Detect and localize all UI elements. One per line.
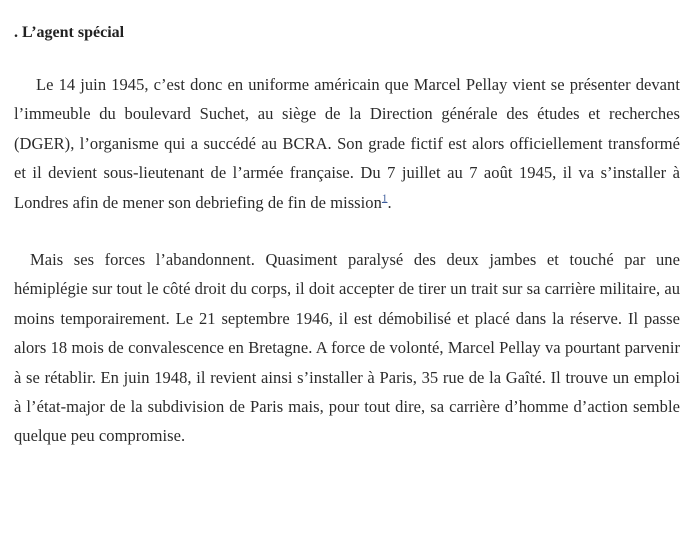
paragraph-1 xyxy=(14,70,680,217)
document-body xyxy=(14,22,680,451)
paragraph-1-text: Le 14 juin 1945, c’est donc en uniforme américain que Marcel Pellay vient se présenter devant l’immeuble du boulevard Suchet, au siège de la Direction générale des études et recherches (DGER), l’organisme qui a succédé au BCRA. Son grade fictif est alors officiellement transformé et il devient sous-lieutenant de l’armée française. Du 7 juillet au 7 août 1945, il va s’installer à Londres afin de mener son debriefing de fin de mission xyxy=(14,75,680,212)
paragraph-1-end: . xyxy=(387,192,392,212)
paragraph-2 xyxy=(14,245,680,451)
paragraph-2-text: Mais ses forces l’abandonnent. Quasiment paralysé des deux jambes et touché par une hémiplégie sur tout le côté droit du corps, il doit accepter de tirer un trait sur sa carrière militaire, au moins temporairement. Le 21 septembre 1946, il est démobilisé et placé dans la réserve. Il passe alors 18 mois de convalescence en Bretagne. A force de volonté, Marcel Pellay va pourtant parvenir à se rétablir. En juin 1948, il revient ainsi s’installer à Paris, 35 rue de la Gaîté. Il trouve un emploi à l’état-major de la subdivision de Paris mais, pour tout dire, sa carrière d’homme d’action semble quelque peu compromise. xyxy=(14,250,680,446)
footnote-link[interactable]: 1 xyxy=(381,192,388,205)
section-heading: . L’agent spécial xyxy=(14,24,125,41)
